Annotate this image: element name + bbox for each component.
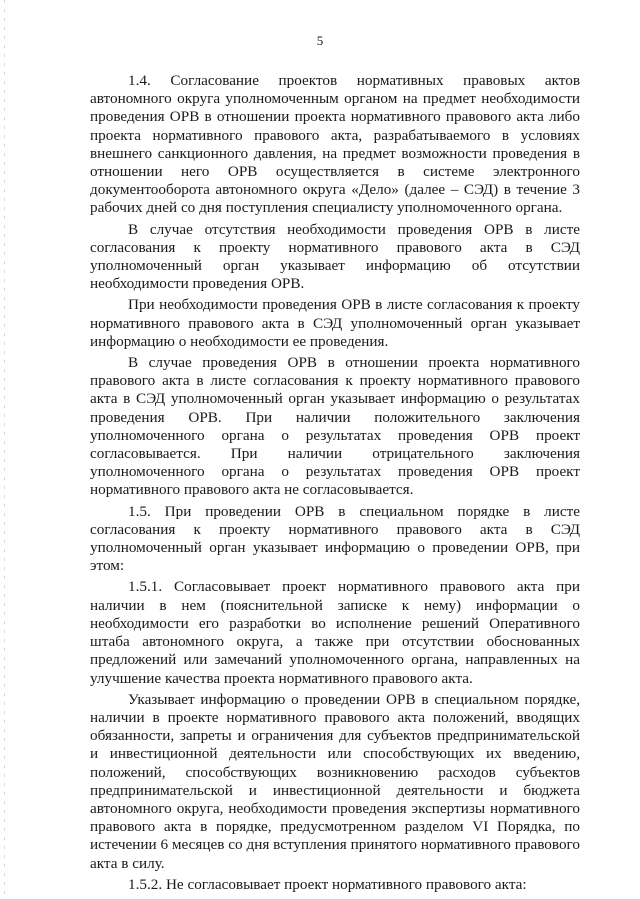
paragraph-1-5: 1.5. При проведении ОРВ в специальном порядке в листе согласования к проекту нормативного правового акта в СЭД уполномоченный орган указывает информацию о проведении ОРВ, при этом:	[90, 502, 580, 575]
scan-edge-mark	[4, 0, 5, 899]
document-body	[90, 72, 580, 897]
paragraph-orv-results: В случае проведения ОРВ в отношении проекта нормативного правового акта в листе согласования к проекту нормативного правового акта в СЭД уполномоченный орган указывает информацию о результатах проведения ОРВ. При наличии положительного заключения уполномоченного органа о результатах проведения ОРВ проект согласовывается. При наличии отрицательного заключения уполномоченного органа о результатах проведения ОРВ проект нормативного правового акта не согласовывается.	[90, 354, 580, 499]
paragraph-orv-needed: При необходимости проведения ОРВ в листе согласования к проекту нормативного правового акта в СЭД уполномоченный орган указывает информацию о необходимости ее проведения.	[90, 296, 580, 350]
paragraph-1-4: 1.4. Согласование проектов нормативных правовых актов автономного округа уполномоченным органом на предмет необходимости проведения ОРВ в отношении проекта нормативного правового акта либо проекта нормативного правового акта, разрабатываемого в условиях внешнего санкционного давления, на предмет возможности проведения в отношении него ОРВ осуществляется в системе электронного документооборота автономного округа «Дело» (далее – СЭД) в течение 3 рабочих дней со дня поступления специалисту уполномоченного органа.	[90, 72, 580, 217]
page-number: 5	[316, 33, 324, 48]
paragraph-1-5-1: 1.5.1. Согласовывает проект нормативного правового акта при наличии в нем (пояснительной записке к нему) информации о необходимости его разработки во исполнение решений Оперативного штаба автономного округа, а также при отсутствии обоснованных предложений или замечаний уполномоченного органа, направленных на улучшение качества проекта нормативного правового акта.	[90, 578, 580, 687]
paragraph-1-5-2: 1.5.2. Не согласовывает проект нормативного правового акта:	[128, 875, 527, 893]
paragraph-no-orv-needed: В случае отсутствия необходимости проведения ОРВ в листе согласования к проекту нормативного правового акта в СЭД уполномоченный орган указывает информацию об отсутствии необходимости проведения ОРВ.	[90, 220, 580, 293]
paragraph-special-order-info: Указывает информацию о проведении ОРВ в специальном порядке, наличии в проекте нормативного правового акта положений, вводящих обязанности, запреты и ограничения для субъектов предпринимательской и инвестиционной деятельности или способствующих их введению, положений, способствующих возникновению расходов субъектов предпринимательской и инвестиционной деятельности и бюджета автономного округа, необходимости проведения экспертизы нормативного правового акта в порядке, предусмотренном разделом VI Порядка, по истечении 6 месяцев со дня вступления принятого нормативного правового акта в силу.	[90, 690, 580, 872]
